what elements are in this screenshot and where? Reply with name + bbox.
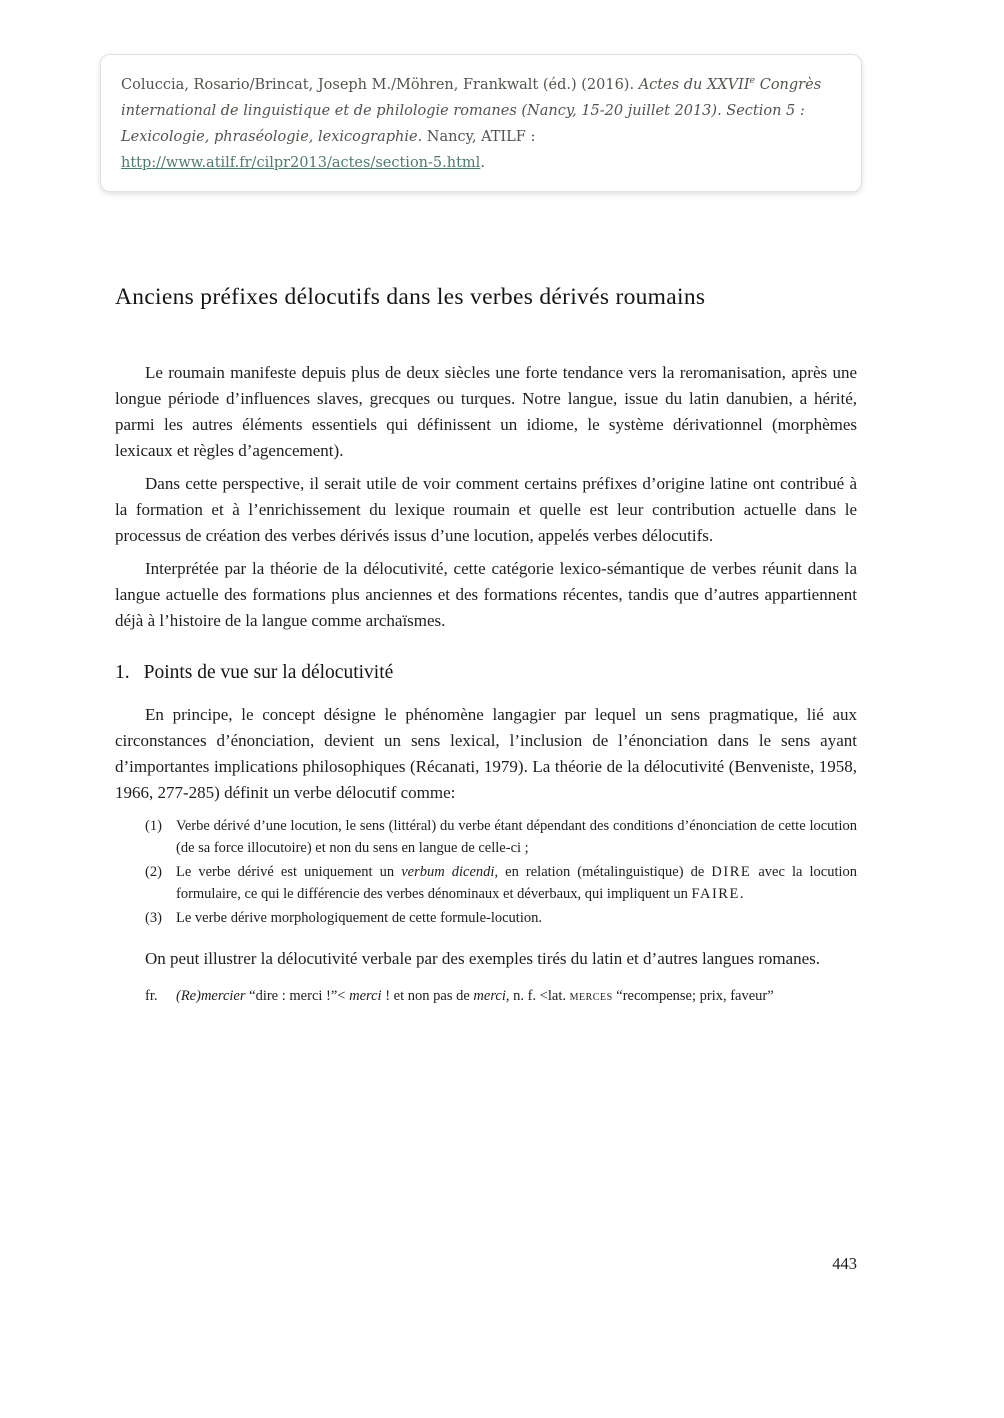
list-item-2-text bbox=[176, 864, 857, 902]
text-run-normal: . bbox=[739, 885, 744, 902]
list-item-2 bbox=[145, 862, 857, 905]
list-item-3-marker: (3) bbox=[145, 910, 162, 926]
text-run-spaced: FAIRE bbox=[691, 885, 740, 902]
page-number: 443 bbox=[832, 1254, 857, 1273]
text-run-normal: . bbox=[480, 154, 485, 171]
section-title: Points de vue sur la délocutivité bbox=[143, 662, 394, 683]
example-block bbox=[145, 986, 857, 1008]
text-run-normal: Verbe dérivé d’une locution, le sens (littéral) du verbe étant dépendant des conditions d’énonciation de cette locution (de sa force illocutoire) et non du sens en langue de celle-ci ; bbox=[176, 818, 857, 856]
list-item-1 bbox=[145, 816, 857, 859]
text-run-normal: ! et non pas de bbox=[381, 987, 474, 1004]
example-text bbox=[176, 988, 774, 1004]
text-run-normal: , n. f. <lat. bbox=[505, 987, 570, 1004]
paragraph-intro-3 bbox=[115, 556, 857, 634]
text-run-normal: Le roumain manifeste depuis plus de deux siècles une forte tendance vers la reromanisation, après une longue période d’influences slaves, grecques ou turques. Notre langue, issue du latin danubien, a hérité, parmi les autres éléments essentiels qui définissent un idiome, le système dérivationnel (morphèmes lexicaux et règles d’agencement). bbox=[115, 363, 857, 460]
list-item-3 bbox=[145, 908, 857, 930]
text-run-normal: Le verbe dérive morphologiquement de cette formule-locution. bbox=[176, 910, 542, 926]
text-run-italic: merci bbox=[473, 987, 506, 1004]
article-body bbox=[115, 360, 857, 1007]
text-run-smallcaps: merces bbox=[569, 987, 613, 1004]
paper-title: Anciens préfixes délocutifs dans les verbes dérivés roumains bbox=[115, 284, 706, 310]
example-language-label: fr. bbox=[145, 987, 158, 1004]
list-item-1-text bbox=[176, 818, 857, 856]
citation-box bbox=[100, 54, 862, 192]
text-run-normal: On peut illustrer la délocutivité verbale par des exemples tirés du latin et d’autres langues romanes. bbox=[145, 948, 821, 968]
definition-list bbox=[145, 816, 857, 930]
text-run-normal: En principe, le concept désigne le phénomène langagier par lequel un sens pragmatique, lié aux circonstances d’énonciation, devient un sens lexical, l’inclusion de l’énonciation dans le sens ayant d’importantes implications philosophiques (Récanati, 1979). La théorie de la délocutivité (Benveniste, 1958, 1966, 277-285) définit un verbe délocutif comme: bbox=[115, 705, 857, 802]
list-item-2-marker: (2) bbox=[145, 864, 162, 880]
text-run-normal: Le verbe dérivé est uniquement un bbox=[176, 864, 402, 880]
list-item-1-marker: (1) bbox=[145, 818, 162, 834]
citation-url-link[interactable]: http://www.atilf.fr/cilpr2013/actes/section-5.html bbox=[121, 154, 481, 171]
text-run-italic: merci bbox=[349, 987, 382, 1004]
list-item-3-text bbox=[176, 910, 542, 926]
section-number: 1. bbox=[115, 662, 130, 683]
citation-text bbox=[121, 68, 841, 176]
text-run-normal: Coluccia, Rosario/Brincat, Joseph M./Möhren, Frankwalt (éd.) (2016). bbox=[121, 76, 639, 93]
paragraph-section1-1 bbox=[115, 702, 857, 806]
text-run-normal: avec la locution formulaire, ce qui le différencie des verbes dénominaux et déverbaux, qui impliquent un bbox=[176, 864, 858, 902]
text-run-normal: “recompense; prix, faveur” bbox=[612, 987, 774, 1004]
text-run-normal: , en relation (métalinguistique) de bbox=[494, 864, 712, 880]
section-heading bbox=[115, 660, 857, 686]
text-run-spaced: DIRE bbox=[711, 864, 752, 880]
text-run-normal: Interprétée par la théorie de la délocutivité, cette catégorie lexico-sémantique de verbes réunit dans la langue actuelle des formations plus anciennes et des formations récentes, tandis que d’autres appartiennent déjà à l’histoire de la langue comme archaïsmes. bbox=[115, 559, 857, 630]
paragraph-closing bbox=[115, 946, 857, 972]
text-run-normal: “dire : merci !”< bbox=[245, 987, 350, 1004]
text-run-italic-sup: e bbox=[749, 75, 756, 86]
text-run-italic: (Re)mercier bbox=[176, 987, 246, 1004]
paragraph-intro-2 bbox=[115, 471, 857, 549]
text-run-italic: Congrès international de linguistique et de philologie romanes (Nancy, 15-20 juillet 2013). Section 5 : Lexicologie, phraséologie, lexicographie. bbox=[121, 76, 822, 145]
text-run-normal: Nancy, ATILF : bbox=[422, 128, 536, 145]
paragraph-intro-1 bbox=[115, 360, 857, 464]
text-run-normal: Dans cette perspective, il serait utile de voir comment certains préfixes d’origine latine ont contribué à la formation et à l’enrichissement du lexique roumain et quelle est leur contribution actuelle dans le processus de création des verbes dérivés issus d’une locution, appelés verbes délocutifs. bbox=[115, 474, 857, 545]
text-run-italic: verbum dicendi bbox=[401, 864, 495, 880]
text-run-italic: Actes du XXVII bbox=[638, 76, 750, 93]
